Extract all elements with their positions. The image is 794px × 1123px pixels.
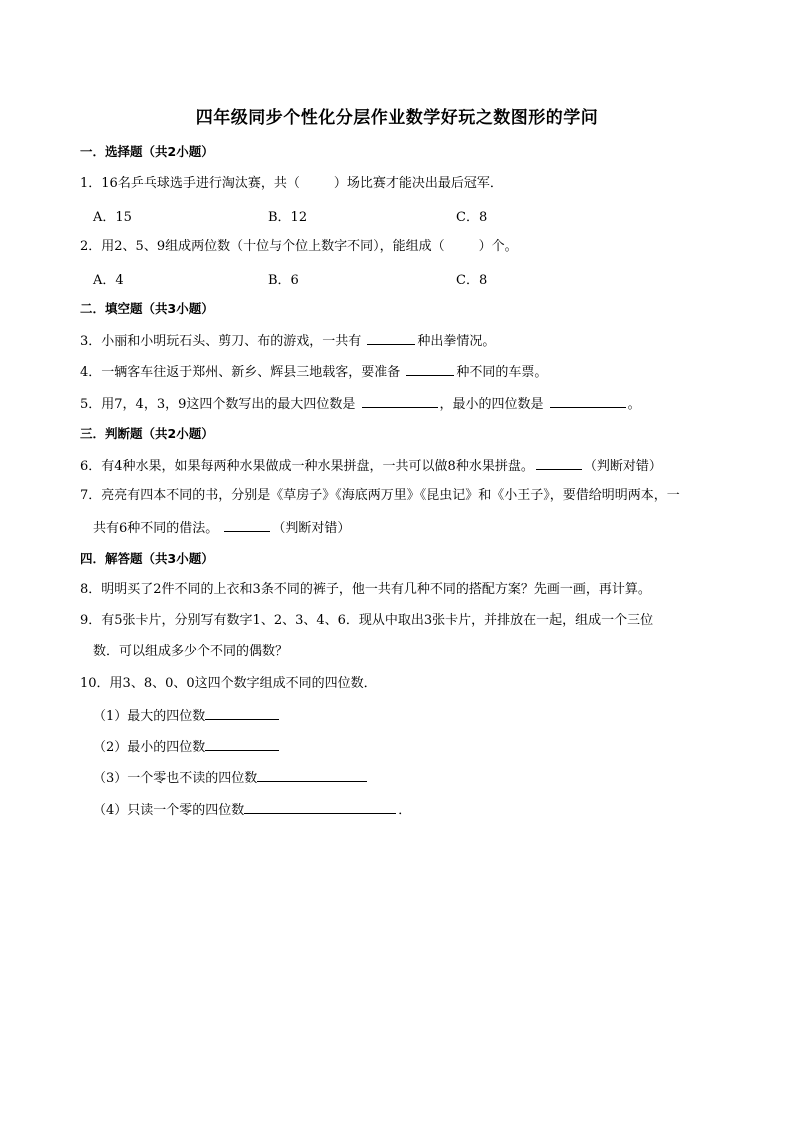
section-heading-judge: 三．判断题（共2小题） xyxy=(80,426,214,441)
question-4-pre: 4．一辆客车往返于郑州、新乡、辉县三地载客，要准备 xyxy=(80,365,405,380)
question-4-post: 种不同的车票。 xyxy=(456,365,548,380)
question-5-pre: 5．用7，4，3，9这四个数写出的最大四位数是 xyxy=(80,397,360,412)
question-5-post: 。 xyxy=(627,397,641,412)
q1-option-c[interactable]: C．8 xyxy=(456,210,488,225)
question-8: 8．明明买了2件不同的上衣和3条不同的裤子，他一共有几种不同的搭配方案？先画一画，再计算。 xyxy=(80,582,651,597)
question-2-post: ）个。 xyxy=(478,239,518,254)
answer-blank[interactable] xyxy=(362,394,438,408)
answer-blank[interactable] xyxy=(406,362,454,376)
question-7-line-2 xyxy=(93,518,350,538)
question-1 xyxy=(80,175,503,193)
question-3 xyxy=(80,331,495,351)
question-5-mid: ，最小的四位数是 xyxy=(439,397,548,412)
question-4 xyxy=(80,362,547,382)
question-7-line-1: 7．亮亮有四本不同的书，分别是《草房子》《海底两万里》《昆虫记》和《小王子》，要借给明明两本，一 xyxy=(80,488,680,503)
answer-blank[interactable] xyxy=(205,706,279,720)
question-6-post: （判断对错） xyxy=(583,459,662,474)
answer-blank[interactable] xyxy=(550,394,626,408)
answer-blank[interactable] xyxy=(205,737,279,751)
q10-part-3-label: （3）一个零也不读的四位数 xyxy=(93,771,258,786)
question-6-pre: 6．有4种水果，如果每两种水果做成一种水果拼盘，一共可以做8种水果拼盘。 xyxy=(80,459,534,474)
question-7-post: （判断对错） xyxy=(272,521,351,536)
question-9-line-1: 9．有5张卡片，分别写有数字1、2、3、4、6．现从中取出3张卡片，并排放在一起，组成一个三位 xyxy=(80,613,654,628)
q2-option-b[interactable]: B．6 xyxy=(268,273,299,288)
answer-blank[interactable] xyxy=(224,518,270,532)
question-10-part-2 xyxy=(93,737,281,757)
q1-option-a[interactable]: A．15 xyxy=(93,210,132,225)
question-10-stem: 10．用3、8、0、0这四个数字组成不同的四位数． xyxy=(80,676,377,691)
question-3-pre: 3．小丽和小明玩石头、剪刀、布的游戏，一共有 xyxy=(80,334,366,349)
question-1-post: ）场比赛才能决出最后冠军． xyxy=(333,176,503,191)
answer-blank[interactable] xyxy=(244,800,396,814)
question-2 xyxy=(80,238,518,256)
page-title: 四年级同步个性化分层作业数学好玩之数图形的学问 xyxy=(195,108,599,128)
answer-blank[interactable] xyxy=(257,768,367,782)
q10-part-4-label: （4）只读一个零的四位数 xyxy=(93,803,245,818)
q2-option-a[interactable]: A．4 xyxy=(93,273,124,288)
question-2-pre: 2．用2、5、9组成两位数（十位与个位上数字不同），能组成（ xyxy=(80,239,445,254)
question-10-part-3 xyxy=(93,768,369,788)
question-7-line-2-pre: 共有6种不同的借法。 xyxy=(93,521,223,536)
answer-blank[interactable] xyxy=(536,456,582,470)
question-3-post: 种出拳情况。 xyxy=(417,334,496,349)
question-1-pre: 1．16名乒乓球选手进行淘汰赛，共（ xyxy=(80,176,300,191)
question-5 xyxy=(80,394,641,414)
section-heading-solve: 四．解答题（共3小题） xyxy=(80,551,214,566)
answer-blank[interactable] xyxy=(367,331,415,345)
question-10-part-1 xyxy=(93,706,281,726)
q10-part-4-post: ． xyxy=(398,803,412,818)
q2-option-c[interactable]: C．8 xyxy=(456,273,488,288)
q10-part-1-label: （1）最大的四位数 xyxy=(93,709,206,724)
question-10-part-4 xyxy=(93,800,411,820)
section-heading-choice: 一．选择题（共2小题） xyxy=(80,144,214,159)
section-heading-fill: 二．填空题（共3小题） xyxy=(80,301,214,316)
q10-part-2-label: （2）最小的四位数 xyxy=(93,740,206,755)
q1-option-b[interactable]: B．12 xyxy=(268,210,308,225)
question-9-line-2: 数．可以组成多少个不同的偶数？ xyxy=(93,644,289,659)
question-6 xyxy=(80,456,662,476)
